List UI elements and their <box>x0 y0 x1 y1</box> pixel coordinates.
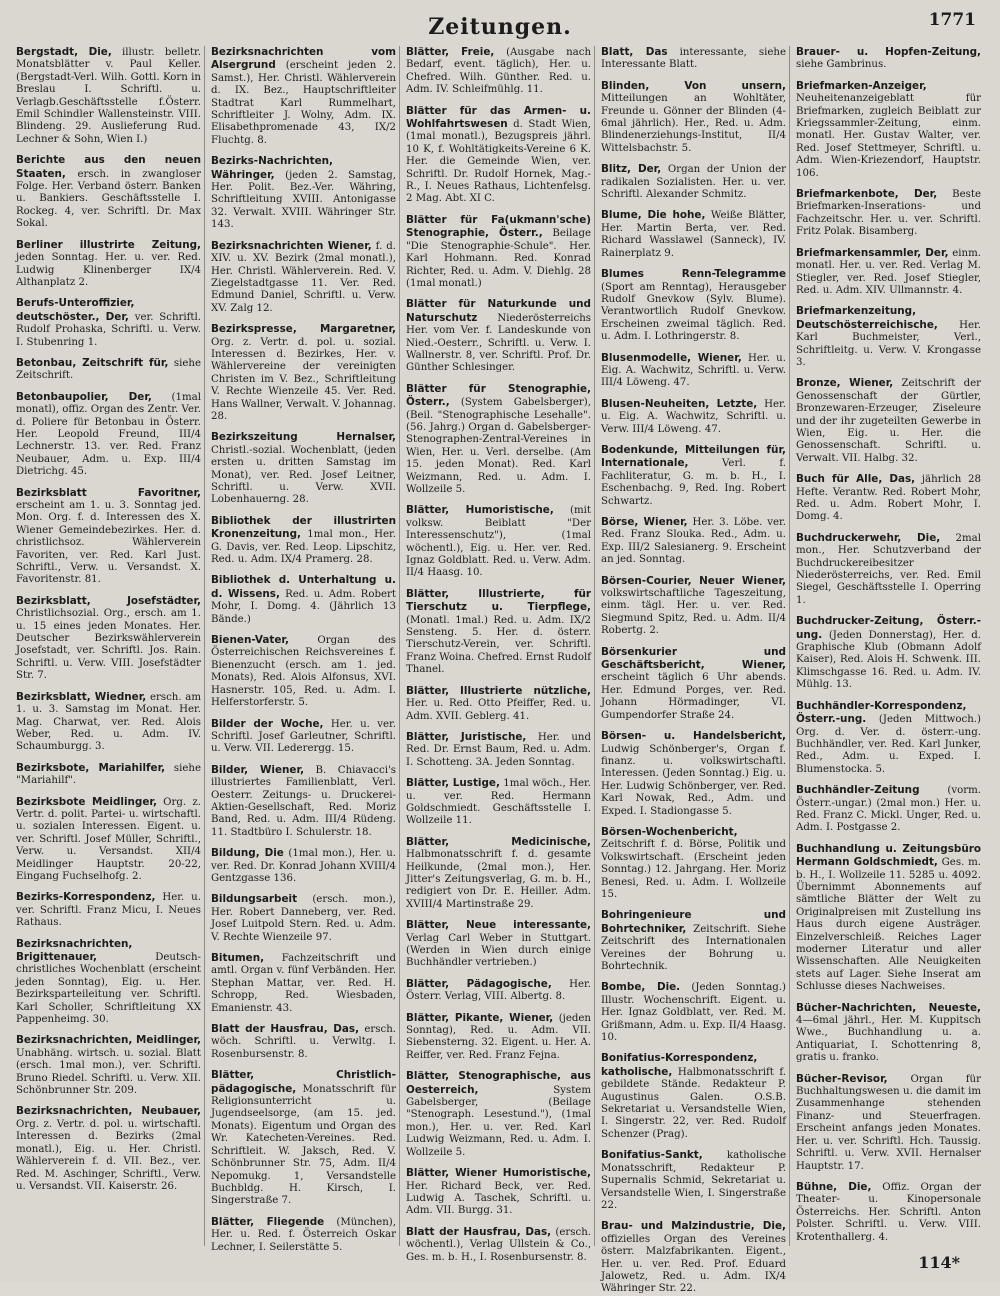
entry-text: (vorm. Österr.-ungar.) (2mal mon.) Her. u. Red. Franz C. Mickl. Unger, Red. u. Adm. I. Postgasse 2. <box>796 785 981 834</box>
entry-text: Her. und Red. Dr. Ernst Baum, Red. u. Adm. I. Schotteng. 3A. Jeden Sonntag. <box>406 731 591 768</box>
entry-text: (ersch. wöchentl.), Verlag Ullstein & Co., Ges. m. b. H., I. Rosenbursenstr. 8. <box>406 1226 591 1263</box>
directory-entry <box>406 46 591 97</box>
directory-entry <box>211 1023 396 1061</box>
directory-entry <box>16 297 201 349</box>
entry-title: Buchdruckerwehr, Die, <box>796 531 941 544</box>
entry-title: Bezirkspresse, Margaretner, <box>211 323 396 336</box>
entry-title: Brau- und Malzindustrie, Die, <box>601 1220 786 1233</box>
entry-text: Zeitschrift f. d. Börse, Politik und Volkswirtschaft. (Erscheint jeden Sonntag.) 12. Jahrgang. Her. Moriz Benesi, Red. u. Adm. I. Wollzeile 15. <box>601 839 786 900</box>
entry-title: Blätter, Pikante, Wiener, <box>406 1011 554 1024</box>
directory-entry <box>16 691 201 754</box>
directory-entry <box>796 843 981 994</box>
entry-text: ver. Schriftl. Rudolf Prohaska, Schriftl. u. Verw. I. Stubenring 1. <box>16 311 202 348</box>
directory-entry <box>796 377 981 465</box>
entry-text: interessante, siehe Interessante Blatt. <box>601 47 786 71</box>
entry-title: Blätter, Fliegende <box>211 1215 325 1228</box>
entry-text: 4—6mal jährl., Her. M. Kuppitsch Wwe., Buchhandlung u. a. Antiquariat, I. Schottenring 8, gratis u. franko. <box>796 1015 981 1064</box>
directory-entry <box>796 247 981 298</box>
entry-text: erscheint täglich 6 Uhr abends. Her. Edmund Porges, ver. Red. Johann Hörmadinger, VI. Gumpendorfer Straße 24. <box>601 672 786 721</box>
entry-title: Blatt der Hausfrau, Das, <box>406 1225 552 1238</box>
entry-title: Bezirks-Korrespondenz, <box>16 891 156 904</box>
directory-entry <box>406 978 591 1004</box>
directory-entry <box>406 1167 591 1218</box>
entry-title: Blätter, Pädagogische, <box>406 977 552 990</box>
directory-entry <box>211 1069 396 1207</box>
directory-entry <box>796 473 981 524</box>
entry-title: Blatt, Das <box>601 46 668 58</box>
entry-text: Her. u. ver. Schriftl. Franz Micu, I. Neues Rathaus. <box>16 892 201 929</box>
entry-text: offizielles Organ des Vereines österr. Malzfabrikanten. Eigent., Her. u. ver. Red. Prof. Eduard Jalowetz, Red. u. Adm. IX/4 Währinger Str. 22. <box>601 1233 786 1295</box>
directory-entry <box>16 154 201 230</box>
directory-entry <box>601 209 786 260</box>
entry-title: Blatt der Hausfrau, Das, <box>211 1023 360 1036</box>
entry-title: Blätter, Medicinische, <box>406 835 591 848</box>
column-5 <box>796 46 984 1246</box>
entry-text: Her. u. Red. Otto Pfeiffer, Red. u. Adm. XVII. Geblerg. 41. <box>406 698 591 722</box>
entry-title: Bibliothek d. Unterhaltung u. d. Wissens, <box>211 574 396 600</box>
entry-text: Her. u. Eig. A. Wachwitz, Schriftl. u. Verw. III/4 Löweng. 47. <box>601 352 786 389</box>
directory-entry <box>406 504 591 579</box>
directory-entry <box>796 1002 981 1065</box>
entry-title: Blume, Die hohe, <box>601 209 706 222</box>
entry-text: (1mal monatl), offiz. Organ des Zentr. Ver. d. Poliere für Betonbau in Österr. Her. Leopold Freund, III/4 Lechnerstr. 13. ver. Red. Franz Neubauer, Adm. u. Exp. III/4 Dietrichg. 45. <box>16 391 201 478</box>
page-title: Zeitungen. <box>428 14 572 40</box>
directory-entry <box>601 516 786 567</box>
directory-entry <box>16 938 201 1027</box>
directory-entry <box>601 1149 786 1212</box>
directory-entry <box>796 1181 981 1244</box>
entry-title: Bildung, Die <box>211 847 284 860</box>
entry-text: (mit volksw. Beiblatt "Der Interessenschutz"), (1mal wöchentl.), Eig. u. Her. ver. Red. Ignaz Goldblatt. Red. u. Verw. Adm. II/4 Haasg. 10. <box>406 505 591 579</box>
directory-entry <box>211 952 396 1015</box>
entry-title: Blätter für Naturkunde und Naturschutz <box>406 298 591 324</box>
entry-title: Blätter, Stenographische, aus Oesterreich, <box>406 1070 591 1096</box>
entry-text: Red. u. Adm. Robert Mohr, I. Domg. 4. (Jährlich 13 Bände.) <box>211 588 396 625</box>
directory-entry <box>406 105 591 206</box>
column-2 <box>211 46 400 1253</box>
entry-text: System Gabelsberger, (Beilage "Stenograph. Lesestund."), (1mal mon.), Her. u. ver. Red. Karl Ludwig Weizmann, Red. u. Adm. I. Wollzeile 5. <box>406 1084 591 1158</box>
directory-entry <box>16 595 201 683</box>
entry-title: Bronze, Wiener, <box>796 377 894 390</box>
entry-text: 2mal mon., Her. Schutzverband der Buchdruckereibesitzer Niederösterreichs, ver. Red. Emil Siegel, Geschäftsstelle I. Operring 1. <box>796 532 981 606</box>
entry-text: (Jeden Sonntag.) Illustr. Wochenschrift. Eigent. u. Her. Ignaz Goldblatt, ver. Red. M. Grißmann, Adm. u. Exp. II/4 Haasg. 10. <box>601 982 786 1044</box>
entry-text: 1mal mon., Her. G. Davis, ver. Red. Leop. Lipschitz, Red. u. Adm. IX/4 Pramerg. 28. <box>211 529 396 566</box>
directory-entry <box>211 431 396 506</box>
directory-entry <box>16 1034 201 1097</box>
entry-title: Börsen- u. Handelsbericht, <box>601 730 786 743</box>
entry-text: Ludwig Schönberger's, Organ f. finanz. u. volkswirtschaftl. Interessen. (Jeden Sonntag.) Eig. u. Her. Ludwig Schönberger, ver. Red. Karl Nowak, Red., Adm. und Exped. I. Stadiongasse 5. <box>601 743 786 817</box>
entry-title: Blätter, Lustige, <box>406 777 500 790</box>
entry-title: Bezirksnachrichten, Neubauer, <box>16 1105 201 1118</box>
directory-entry <box>406 836 591 911</box>
directory-entry <box>16 796 201 884</box>
entry-text: Christl.-sozial. Wochenblatt, (jeden ersten u. dritten Samstag im Monat), ver. Red. Josef Leitner, Schriftl. u. Verw. XVII. Lobenhauerng. 28. <box>211 444 396 506</box>
entry-text: (Sport am Renntag), Herausgeber Rudolf Gnevkow (Sylv. Blume). Verantwortlich Rudolf Gnevkow. Erscheinen zweimal täglich. Red. u. Adm. I. Lothringerstr. 8. <box>601 281 786 343</box>
entry-text: Her. Österr. Verlag, VIII. Albertg. 8. <box>406 978 591 1003</box>
entry-text: siehe Gambrinus. <box>796 59 887 71</box>
directory-entry <box>601 46 786 72</box>
entry-text: Niederösterreichs Her. vom Ver. f. Landeskunde von Nied.-Oesterr., Schriftl. u. Verw. I. Wallnerstr. 8, ver. Schriftl. Prof. Dr. Günther Schlesinger. <box>406 312 591 374</box>
directory-entry <box>601 352 786 390</box>
directory-entry <box>601 646 786 722</box>
entry-title: Buchhändler-Korrespondenz, Österr.-ung. <box>796 699 967 726</box>
entry-title: Berufs-Unteroffizier, deutschöster., Der, <box>16 297 135 323</box>
entry-title: Betonbaupolier, Der, <box>16 390 152 403</box>
entry-title: Blätter, Illustrierte nützliche, <box>406 684 591 697</box>
column-4 <box>601 46 790 1295</box>
entry-text: katholische Monatsschrift, Redakteur P. Supernalis Schmid, Sekretariat u. Versandstelle Wien, I. Singerstraße 22. <box>601 1150 786 1211</box>
entry-text: Mitteilungen an Wohltäter, Freunde u. Gönner der Blinden (4-6mal jährlich). Her., Red. u. Adm. Blindenerziehungs-Institut, II/4 Wittelsbachstr. 5. <box>601 93 786 154</box>
entry-title: Bienen-Vater, <box>211 634 289 647</box>
directory-entry <box>211 634 396 709</box>
directory-entry <box>601 1052 786 1141</box>
entry-title: Blätter, Freie, <box>406 46 495 58</box>
directory-entry <box>601 163 786 201</box>
entry-title: Buchhandlung u. Zeitungsbüro Hermann Goldschmiedt, <box>796 842 981 869</box>
entry-text: Organ der Union der radikalen Sozialisten. Her. u. ver. Schriftl. Alexander Schmitz. <box>601 164 786 201</box>
entry-title: Bonifatius-Korrespondenz, katholische, <box>601 1052 758 1078</box>
entry-title: Bezirksnachrichten vom Alsergrund <box>211 46 396 72</box>
directory-entry <box>796 1073 981 1173</box>
entry-text: einm. monatl. Her. u. ver. Red. Verlag M. Stiegler, ver. Red. Josef Stiegler, Red. u. Adm. XIV. Ullmannstr. 4. <box>796 247 981 296</box>
entry-title: Bücher-Revisor, <box>796 1072 888 1085</box>
entry-text: ersch. wöch. Schriftl. u. Verwltg. I. Rosenbursenstr. 8. <box>211 1024 396 1060</box>
entry-title: Berliner illustrirte Zeitung, <box>16 238 201 251</box>
directory-entry <box>796 80 981 180</box>
entry-text: (1mal mon.), Her. u. ver. Red. Dr. Konrad Johann XVIII/4 Gentzgasse 136. <box>211 848 396 884</box>
entry-text: Org. z. Vertr. d. polit. Partei- u. wirtschaftl. u. sozialen Interessen. Eigent. u. ver. Schriftl. Josef Müller, Schriftl., Verw. u. Versandst. XII/4 Meidlinger Hauptstr. 20-22, Eingang Fuchselhofg. 2. <box>16 796 201 882</box>
entry-text: (Jeden Mittwoch.) Org. d. Ver. d. österr.-ung. Buchhändler, ver. Red. Karl Junker, Red., Adm. u. Exped. I. Blumenstocka. 5. <box>796 714 981 775</box>
entry-text: (München), Her. u. Red. f. Österreich Oskar Lechner, I. Seilerstätte 5. <box>211 1216 396 1253</box>
entry-title: Bilder, Wiener, <box>211 763 305 776</box>
directory-entry <box>16 487 201 587</box>
entry-text: Her. 3. Löbe. ver. Red. Franz Slouka. Red., Adm. u. Exp. III/2 Salesianerg. 9. Erscheint an jed. Sonntag. <box>601 517 786 566</box>
directory-entry <box>211 847 396 885</box>
entry-title: Börsen-Wochenbericht, <box>601 825 738 838</box>
entry-title: Brauer- u. Hopfen-Zeitung, <box>796 46 981 58</box>
directory-entry <box>406 1070 591 1159</box>
entry-title: Betonbau, Zeitschrift für, <box>16 356 169 369</box>
directory-entry <box>406 383 591 497</box>
entry-text: Her. u. ver. Schriftl. Josef Garleutner, Schriftl. u. Verw. VII. Lederergg. 15. <box>211 718 396 755</box>
directory-entry <box>601 909 786 973</box>
entry-text: Organ für Buchhaltungswesen u. die damit im Zusammenhange stehenden Finanz- und Steuerfragen. Erscheint anfangs jeden Monates. Her. u. ver. Schriftl. Hch. Taussig. Schriftl. u. Verw. XVII. Hernalser Hauptstr. 17. <box>796 1073 981 1172</box>
entry-text: (Jeden Donnerstag), Her. d. Graphische Klub (Obmann Adolf Kaiser), Red. Alois H. Schwenk. III. Klimschgasse 16. Red. u. Adm. IV. Mühlg. 13. <box>796 629 981 691</box>
entry-text: Christlichsozial. Org., ersch. am 1. u. 15 eines jeden Monates. Her. Deutscher Bezirkswählerverein Josefstadt, ver. Schriftl. Jos. Rain. Schriftl. u. Verw. VIII. Josefstädter Str. 7. <box>16 608 201 682</box>
entry-text: siehe Zeitschrift. <box>16 357 201 382</box>
entry-text: Org. z. Vertr. d. pol. u. sozial. Interessen d. Bezirkes, Her. v. Wählervereine der vereinigten Christen im V. Bez., Schriftleitung V. Rechte Wienzeile 45. Ver. Red. Hans Wallner, Verwalt. V. Johannag. 28. <box>211 336 396 422</box>
entry-text: Halbmonatsschrift f. d. gesamte Heilkunde, (2mal mon.), Her. Jitter's Zeitungsverlag, G. m. b. H., redigiert von Dr. E. Heiller. Adm. XVIII/4 Martinstraße 29. <box>406 849 591 910</box>
directory-entry <box>16 239 201 290</box>
directory-entry <box>601 398 786 436</box>
entry-text: Org. z. Vertr. d. pol. u. wirtschaftl. Interessen d. Bezirks (2mal monatl.), Eig. u. Her. Christl. Wählerverein f. d. VII. Bez., ver. Red. M. Aschinger, Schriftl., Verw. u. Versandst. VII. Kaiserstr. 26. <box>16 1118 201 1192</box>
directory-entry <box>211 764 396 839</box>
directory-entry <box>406 685 591 723</box>
entry-title: Blätter für das Armen- u. Wohlfahrtswesen <box>406 104 591 131</box>
entry-text: Verl. f. Fachliteratur, G. m. b. H., I. Eschenbachg. 9, Red. Ing. Robert Schwartz. <box>601 458 786 507</box>
directory-entry <box>16 891 201 929</box>
entry-title: Bitumen, <box>211 952 265 964</box>
entry-title: Briefmarken-Anzeiger, <box>796 79 927 92</box>
column-3 <box>406 46 595 1263</box>
column-1 <box>16 46 205 1246</box>
entry-title: Blätter, Illustrierte, für Tierschutz u. Tierpflege, <box>406 587 591 614</box>
entry-title: Bezirkszeitung Hernalser, <box>211 431 396 444</box>
entry-title: Blätter, Neue interessante, <box>406 919 591 932</box>
directory-entry <box>211 46 396 147</box>
entry-title: Blätter, Wiener Humoristische, <box>406 1167 591 1180</box>
entry-text: ersch. am 1. u. 3. Samstag im Monat. Her. Mag. Charwat, ver. Red. Alois Weber, Red. u. Adm. IV. Schaumburgg. 3. <box>16 691 201 753</box>
entry-title: Blätter für Stenographie, Österr., <box>406 382 591 409</box>
directory-entry <box>406 1012 591 1063</box>
entry-title: Börsenkurier und Geschäftsbericht, Wiener, <box>601 645 786 672</box>
directory-entry <box>406 1226 591 1264</box>
entry-text: f. d. XIV. u. XV. Bezirk (2mal monatl.), Her. Christl. Wählerverein. Red. V. Ziegelstadtgasse 11. Ver. Red. Edmund Daniel, Schriftl. u. Verw. XV. Zalg 12. <box>211 240 396 314</box>
entry-text: Beste Briefmarken-Inserations- und Fachzeitschr. Her. u. ver. Schriftl. Fritz Polak. Bisamberg. <box>796 189 981 238</box>
directory-entry <box>406 919 591 970</box>
entry-title: Blätter für Fa(ukmann'sche) Stenographie, Österr., <box>406 213 591 240</box>
entry-title: Bezirks-Nachrichten, Währinger, <box>211 155 333 181</box>
directory-entry <box>16 46 201 146</box>
entry-text: (Monatl. 1mal.) Red. u. Adm. IX/2 Sensteng. 5. Her. d. österr. Tierschutz-Verein, ver. Schriftl. Franz Woina. Chefred. Ernst Rudolf Thanel. <box>406 614 591 676</box>
directory-entry <box>211 240 396 315</box>
directory-entry <box>211 893 396 944</box>
entry-title: Börse, Wiener, <box>601 516 688 528</box>
entry-title: Bibliothek der illustrirten Kronenzeitung, <box>211 514 396 541</box>
entry-title: Bücher-Nachrichten, Neueste, <box>796 1001 981 1014</box>
entry-title: Bombe, Die. <box>601 981 681 994</box>
entry-text: Zeitschrift. Siehe Zeitschrift des Internationalen Vereines der Bohrung u. Bohrtechnik. <box>601 923 786 972</box>
entry-text: Her. u. Eig. A. Wachwitz, Schriftl. u. Verw. III/4 Löweng. 47. <box>601 398 786 435</box>
entry-text: d. Stadt Wien, (1mal monatl.), Bezugspreis jährl. 10 K, f. Wohltätigkeits-Vereine 6 K. Her. die Gemeinde Wien, ver. Schriftl. Dr. Rudolf Hornek, Mag.-R., I. Neues Rathaus, Lichtenfelsg. 2 Mag. Abt. XI C. <box>406 119 591 205</box>
entry-title: Bezirksnachrichten Wiener, <box>211 239 372 252</box>
entry-title: Bezirksbote Meidlinger, <box>16 795 157 808</box>
entry-title: Blitz, Der, <box>601 163 662 176</box>
page-number: 1771 <box>928 10 976 30</box>
directory-entry <box>601 575 786 638</box>
directory-entry <box>211 1216 396 1254</box>
entry-text: Ges. m. b. H., I. Wollzeile 11. 5285 u. 4092. Übernimmt Abonnements auf sämtliche Blätter der Welt zu Originalpreisen mit Zustellung ins Haus durch eigene Austräger. Einzelverschleiß. Reiches Lager moderner Literatur und aller Wissenschaften. Alle Neuigkeiten stets auf Lager. Siehe Inserat am Schlusse dieses Nachweises. <box>796 857 981 993</box>
entry-text: 1mal wöch., Her. u. ver. Red. Hermann Goldschmiedt. Geschäftsstelle I. Wollzeile 11. <box>406 778 591 827</box>
entry-text: (jeden Sonntag), Red. u. Adm. VII. Siebensterng. 32. Eigent. u. Her. A. Reiffer, ver. Red. Franz Fejna. <box>406 1012 591 1061</box>
directory-entry <box>16 1105 201 1193</box>
entry-title: Bezirksbote, Mariahilfer, <box>16 761 166 774</box>
entry-text: illustr. belletr. Monatsblätter v. Paul Keller. (Bergstadt-Verl. Wilh. Gottl. Korn in Breslau I. Schriftl. u. Verlagb.Geschäftsstelle f.Österr. Emil Schindler Wallensteinstr. VIII. Blindeng. 29. Auslieferung Rud. Lechner & Sohn, Wien I.) <box>16 47 201 145</box>
directory-entry <box>601 981 786 1044</box>
directory-entry <box>796 615 981 691</box>
entry-title: Bohringenieure und Bohrtechniker, <box>601 909 786 935</box>
entry-title: Bezirksnachrichten, Brigittenauer, <box>16 937 133 963</box>
entry-title: Bezirksblatt, Josefstädter, <box>16 594 201 607</box>
directory-entry <box>796 188 981 239</box>
entry-title: Bezirksblatt Favoritner, <box>16 486 201 499</box>
entry-title: Berichte aus den neuen Staaten, <box>16 154 201 180</box>
directory-entry <box>601 730 786 818</box>
directory-entry <box>796 700 981 776</box>
entry-title: Bühne, Die, <box>796 1180 872 1193</box>
directory-entry <box>796 784 981 835</box>
entry-text: (System Gabelsberger), (Beil. "Stenographische Lesehalle". (56. Jahrg.) Organ d. Gabelsberger-Stenographen-Zentral-Vereines in Wien, Her. u. Verl. derselbe. (Am 15. jeden Monat). Red. Karl Weizmann, Red. u. Adm. I. Wollzeile 5. <box>406 397 591 495</box>
directory-entry <box>211 323 396 423</box>
entry-text: Organ des Österreichischen Reichsvereines f. Bienenzucht (ersch. am 1. jed. Monats), Red. Alois Alfonsus, XVI. Hasnerstr. 105, Red. u. Adm. I. Helferstorferstr. 5. <box>211 635 396 709</box>
entry-title: Briefmarkenbote, Der, <box>796 188 938 201</box>
entry-text: Unabhäng. wirtsch. u. sozial. Blatt (ersch. 1mal mon.), ver. Schriftl. Bruno Riedel. Schriftl. u. Verw. XII. Schönbrunner Str. 209. <box>16 1047 201 1097</box>
entry-title: Bezirksblatt, Wiedner, <box>16 690 147 703</box>
directory-entry <box>406 214 591 290</box>
directory-entry <box>601 268 786 343</box>
entry-text: ersch. in zwangloser Folge. Her. Verband österr. Banken u. Bankiers. Geschäftsstelle I. Rockeg. 4, ver. Schriftl. Dr. Max Sokal. <box>16 168 201 230</box>
entry-title: Buch für Alle, Das, <box>796 473 916 486</box>
directory-entry <box>601 444 786 508</box>
entry-text: (jeden 2. Samstag, Her. Polit. Bez.-Ver. Währing, Schriftleitung XVIII. Antonigasse 32. Verwalt. XVIII. Währinger Str. 143. <box>211 169 396 231</box>
directory-entry <box>796 46 981 72</box>
directory-entry <box>16 391 201 479</box>
entry-text: Verlag Carl Weber in Stuttgart. (Werden in Wien durch einige Buchhändler vertrieben.) <box>406 932 591 969</box>
directory-entry <box>601 826 786 901</box>
entry-title: Blusenmodelle, Wiener, <box>601 351 742 364</box>
entry-text: Offiz. Organ der Theater- u. Kinopersonale Österreichs. Her. Schriftl. Anton Polster. Schriftl. u. Verw. VIII. Krotenthallerg. 4. <box>796 1181 982 1243</box>
entry-text: (erscheint jeden 2. Samst.), Her. Christl. Wählerverein d. IX. Bez., Hauptschriftleiter Stadtrat Karl Rummelhart, Schriftleiter J. Wolny, Adm. IX. Elisabethpromenade 43, IX/2 Fluchtg. 8. <box>211 60 396 146</box>
directory-entry <box>601 80 786 155</box>
directory-entry <box>406 731 591 769</box>
directory-entry <box>211 515 396 567</box>
entry-title: Blinden, Von unsern, <box>601 79 786 92</box>
entry-title: Blätter, Humoristische, <box>406 504 554 517</box>
entry-text: jeden Sonntag. Her. u. ver. Red. Ludwig Klinenberger IX/4 Althanplatz 2. <box>16 252 201 288</box>
entry-text: siehe "Mariahilf". <box>16 762 201 787</box>
directory-entry <box>211 574 396 626</box>
entry-title: Buchdrucker-Zeitung, Österr.-ung. <box>796 615 981 641</box>
entry-title: Börsen-Courier, Neuer Wiener, <box>601 574 786 587</box>
signature-mark: 114* <box>918 1253 960 1272</box>
entry-title: Bergstadt, Die, <box>16 46 112 58</box>
entry-text: Her. Richard Beck, ver. Red. Ludwig A. Taschek, Schriftl. u. Adm. VII. Burgg. 31. <box>406 1180 591 1217</box>
entry-title: Bonifatius-Sankt, <box>601 1149 703 1162</box>
entry-title: Blätter, Christlich-pädagogische, <box>211 1069 396 1095</box>
directory-entry <box>211 155 396 231</box>
directory-entry <box>211 718 396 756</box>
entry-text: B. Chiavacci's illustriertes Familienblatt, Verl. Oesterr. Zeitungs- u. Druckerei-Aktien-Gesellschaft, Red. Moriz Band, Red. u. Adm. III/4 Rüdeng. 11. Stadtbüro I. Schulerstr. 18. <box>211 764 396 838</box>
entry-text: Zeitschrift der Genossenschaft der Gürtler, Bronzewaren-Erzeuger, Ziseleure und der ihr zugeteilten Gewerbe in Wien, Eig. u. Her. die Genossenschaft. Schriftl. u. Verwalt. VII. Halbg. 32. <box>796 378 981 464</box>
entry-title: Blätter, Juristische, <box>406 730 527 743</box>
directory-entry <box>16 762 201 788</box>
entry-title: Buchhändler-Zeitung <box>796 784 920 797</box>
entry-title: Bezirksnachrichten, Meidlinger, <box>16 1034 201 1047</box>
entry-text: jährlich 28 Hefte. Verantw. Red. Robert Mohr, Red. u. Adm. Robert Mohr, I. Domg. 4. <box>796 474 981 523</box>
entry-title: Briefmarkensammler, Der, <box>796 246 949 259</box>
directory-entry <box>406 588 591 677</box>
directory-entry <box>796 532 981 607</box>
directory-entry <box>16 357 201 383</box>
entry-text: Monatsschrift für Religionsunterricht u. Jugendseelsorge, (am 15. jed. Monats). Eigentum und Organ des Wr. Katecheten-Vereines. Red. Schriftleit. W. Jaksch, Red. V. Schönbrunner Str. 75, Adm. II/4 Nepomukg. 1, Versandstelle Buchbldg. H. Kirsch, I. Singerstraße 7. <box>211 1083 396 1207</box>
entry-text: erscheint am 1. u. 3. Sonntag jed. Mon. Org. f. d. Interessen des X. Wiener Gemeindebezirkes. Her. d. christlichsoz. Wählerverein Favoriten, ver. Red. Karl Just. Schriftl., Verw. u. Versandst. X. Favoritenstr. 81. <box>16 500 201 586</box>
entry-text: Deutsch-christliches Wochenblatt (erscheint jeden Sonntag), Eig. u. Her. Bezirksparteileitung ver. Schriftl. Karl Scholler, Schriftleitung XX Pappenheimg. 30. <box>16 952 201 1026</box>
entry-title: Briefmarkenzeitung, Deutschösterreichische, <box>796 305 938 331</box>
entry-text: Her. Karl Buchmeister, Verl., Schriftleitg. u. Verw. V. Krongasse 3. <box>796 319 981 368</box>
entry-text: (Ausgabe nach Bedarf, event. täglich), Her. u. Chefred. Wilh. Günther. Red. u. Adm. IV. Schleifmühlg. 11. <box>406 47 591 96</box>
directory-entry <box>406 298 591 374</box>
entry-text: Fachzeitschrift und amtl. Organ v. fünf Verbänden. Her. Stephan Mattar, ver. Red. H. Schropp, Red. Wiesbaden, Emanienstr. 43. <box>211 953 396 1014</box>
directory-entry <box>406 777 591 828</box>
entry-text: Beilage "Die Stenographie-Schule". Her. Karl Hohmann. Red. Konrad Richter, Red. u. Adm. V. Diehlg. 28 (1mal monatl.) <box>406 228 591 289</box>
entry-title: Blusen-Neuheiten, Letzte, <box>601 397 758 410</box>
entry-text: volkswirtschaftliche Tageszeitung, einm. tägl. Her. u. ver. Red. Siegmund Spitz, Red. u. Adm. II/4 Robertg. 2. <box>601 588 786 637</box>
entry-title: Bodenkunde, Mitteilungen für, Internationale, <box>601 443 786 470</box>
entry-title: Blumes Renn-Telegramme <box>601 268 786 281</box>
directory-entry <box>796 305 981 369</box>
entry-text: Neuheitenanzeigeblatt für Briefmarken, zugleich Beiblatt zur Kriegssammler-Zeitung, einm. monatl. Her. Gustav Walter, ver. Red. Josef Stettmeyer, Schriftl. u. Adm. Wien-Kriezendorf, Hauptstr. 106. <box>796 93 981 179</box>
entry-text: (ersch. mon.), Her. Robert Danneberg, ver. Red. Josef Luitpold Stern. Red. u. Adm. V. Rechte Wienzeile 97. <box>211 894 396 943</box>
entry-text: Weiße Blätter, Her. Martin Berta, ver. Red. Richard Wasslawel (Sanneck), IV. Rainerplatz 9. <box>601 210 786 259</box>
entry-title: Bilder der Woche, <box>211 717 324 730</box>
entry-title: Bildungsarbeit <box>211 893 298 906</box>
entry-text: Halbmonatsschrift f. gebildete Stände. Redakteur P. Augustinus Galen. O.S.B. Sekretariat u. Versandstelle Wien, I. Singerstr. 22, ver. Red. Rudolf Schenzer (Prag). <box>601 1066 786 1140</box>
directory-entry <box>601 1220 786 1295</box>
